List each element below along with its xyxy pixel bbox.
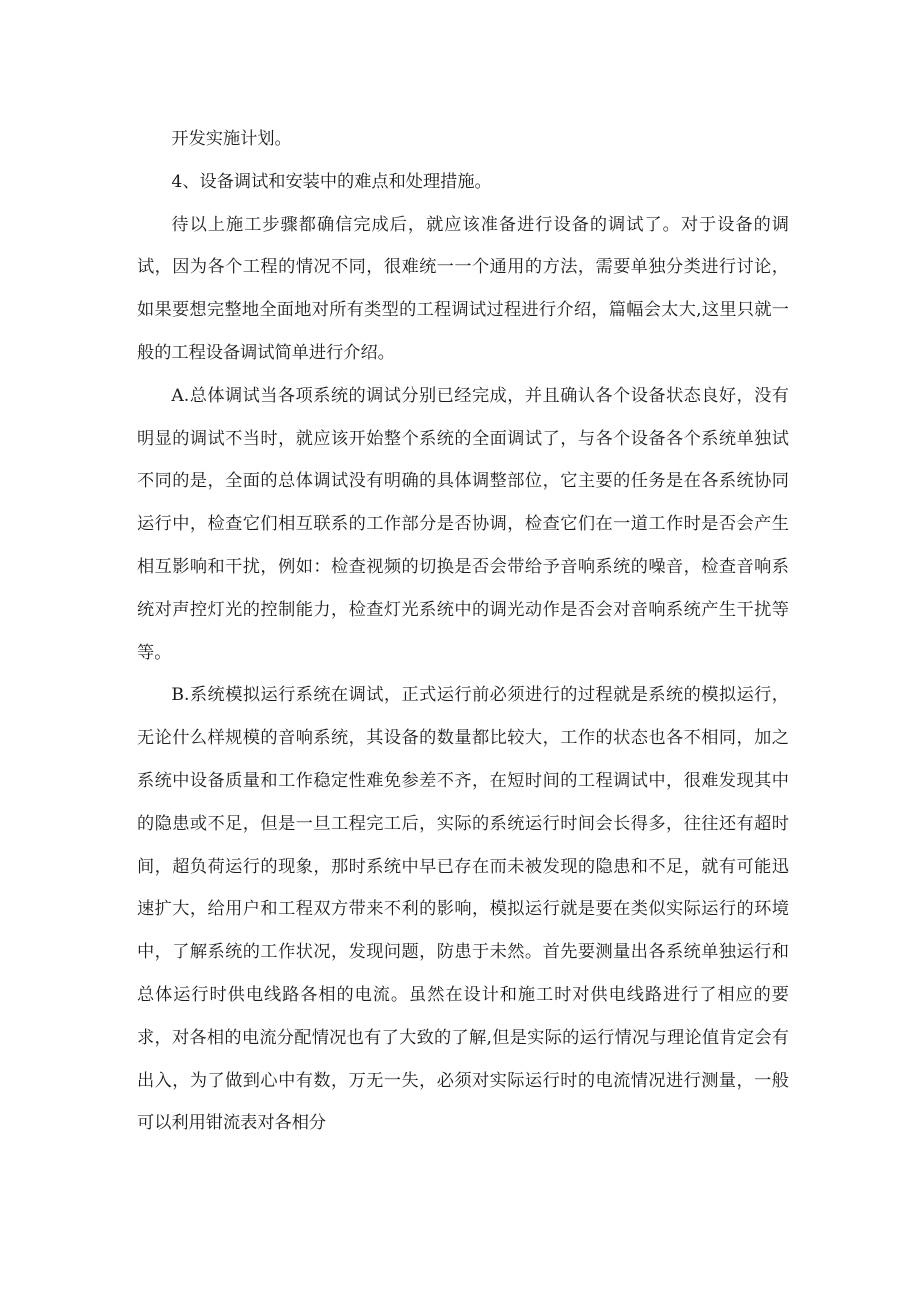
paragraph-simulated-run: B.系统模拟运行系统在调试，正式运行前必须进行的过程就是系统的模拟运行，无论什么样规模的音响系统，其设备的数量都比较大，工作的状态也各不相同，加之系统中设备质量和工作稳定性难免参差不齐，在短时间的工程调试中，很难发现其中的隐患或不足，但是一旦工程完工后，实际的系统运行时间会长得多，往往还有超时间，超负荷运行的现象，那时系统中早已存在而未被发现的隐患和不足，就有可能迅速扩大，给用户和工程双方带来不利的影响，模拟运行就是要在类似实际运行的环境中，了解系统的工作状况，发现问题，防患于未然。首先要测量出各系统单独运行和总体运行时供电线路各相的电流。虽然在设计和施工时对供电线路进行了相应的要求，对各相的电流分配情况也有了大致的了解,但是实际的运行情况与理论值肯定会有出入，为了做到心中有数，万无一失，必须对实际运行时的电流情况进行测量，一般可以利用钳流表对各相分 — [137, 685, 789, 1134]
document-body — [137, 118, 789, 1145]
paragraph-plan-end: 开发实施计划。 — [171, 129, 292, 149]
paragraph-overall-debug: A.总体调试当各项系统的调试分别已经完成，并且确认各个设备状态良好，没有明显的调试不当时，就应该开始整个系统的全面调试了，与各个设备各个系统单独试不同的是，全面的总体调试没有明确的具体调整部位，它主要的任务是在各系统协同运行中，检查它们相互联系的工作部分是否协调，检查它们在一道工作时是否会产生相互影响和干扰，例如：检查视频的切换是否会带给予音响系统的噪音，检查音响系统对声控灯光的控制能力，检查灯光系统中的调光动作是否会对音响系统产生干扰等等。 — [137, 385, 789, 663]
paragraph-section-4-heading: 4、设备调试和安装中的难点和处理措施。 — [171, 171, 492, 192]
paragraph-debug-intro: 待以上施工步骤都确信完成后，就应该准备进行设备的调试了。对于设备的调试，因为各个工程的情况不同，很难统一一个通用的方法，需要单独分类进行讨论，如果要想完整地全面地对所有类型的工程调试过程进行介绍，篇幅会太大,这里只就一般的工程设备调试简单进行介绍。 — [137, 214, 789, 363]
